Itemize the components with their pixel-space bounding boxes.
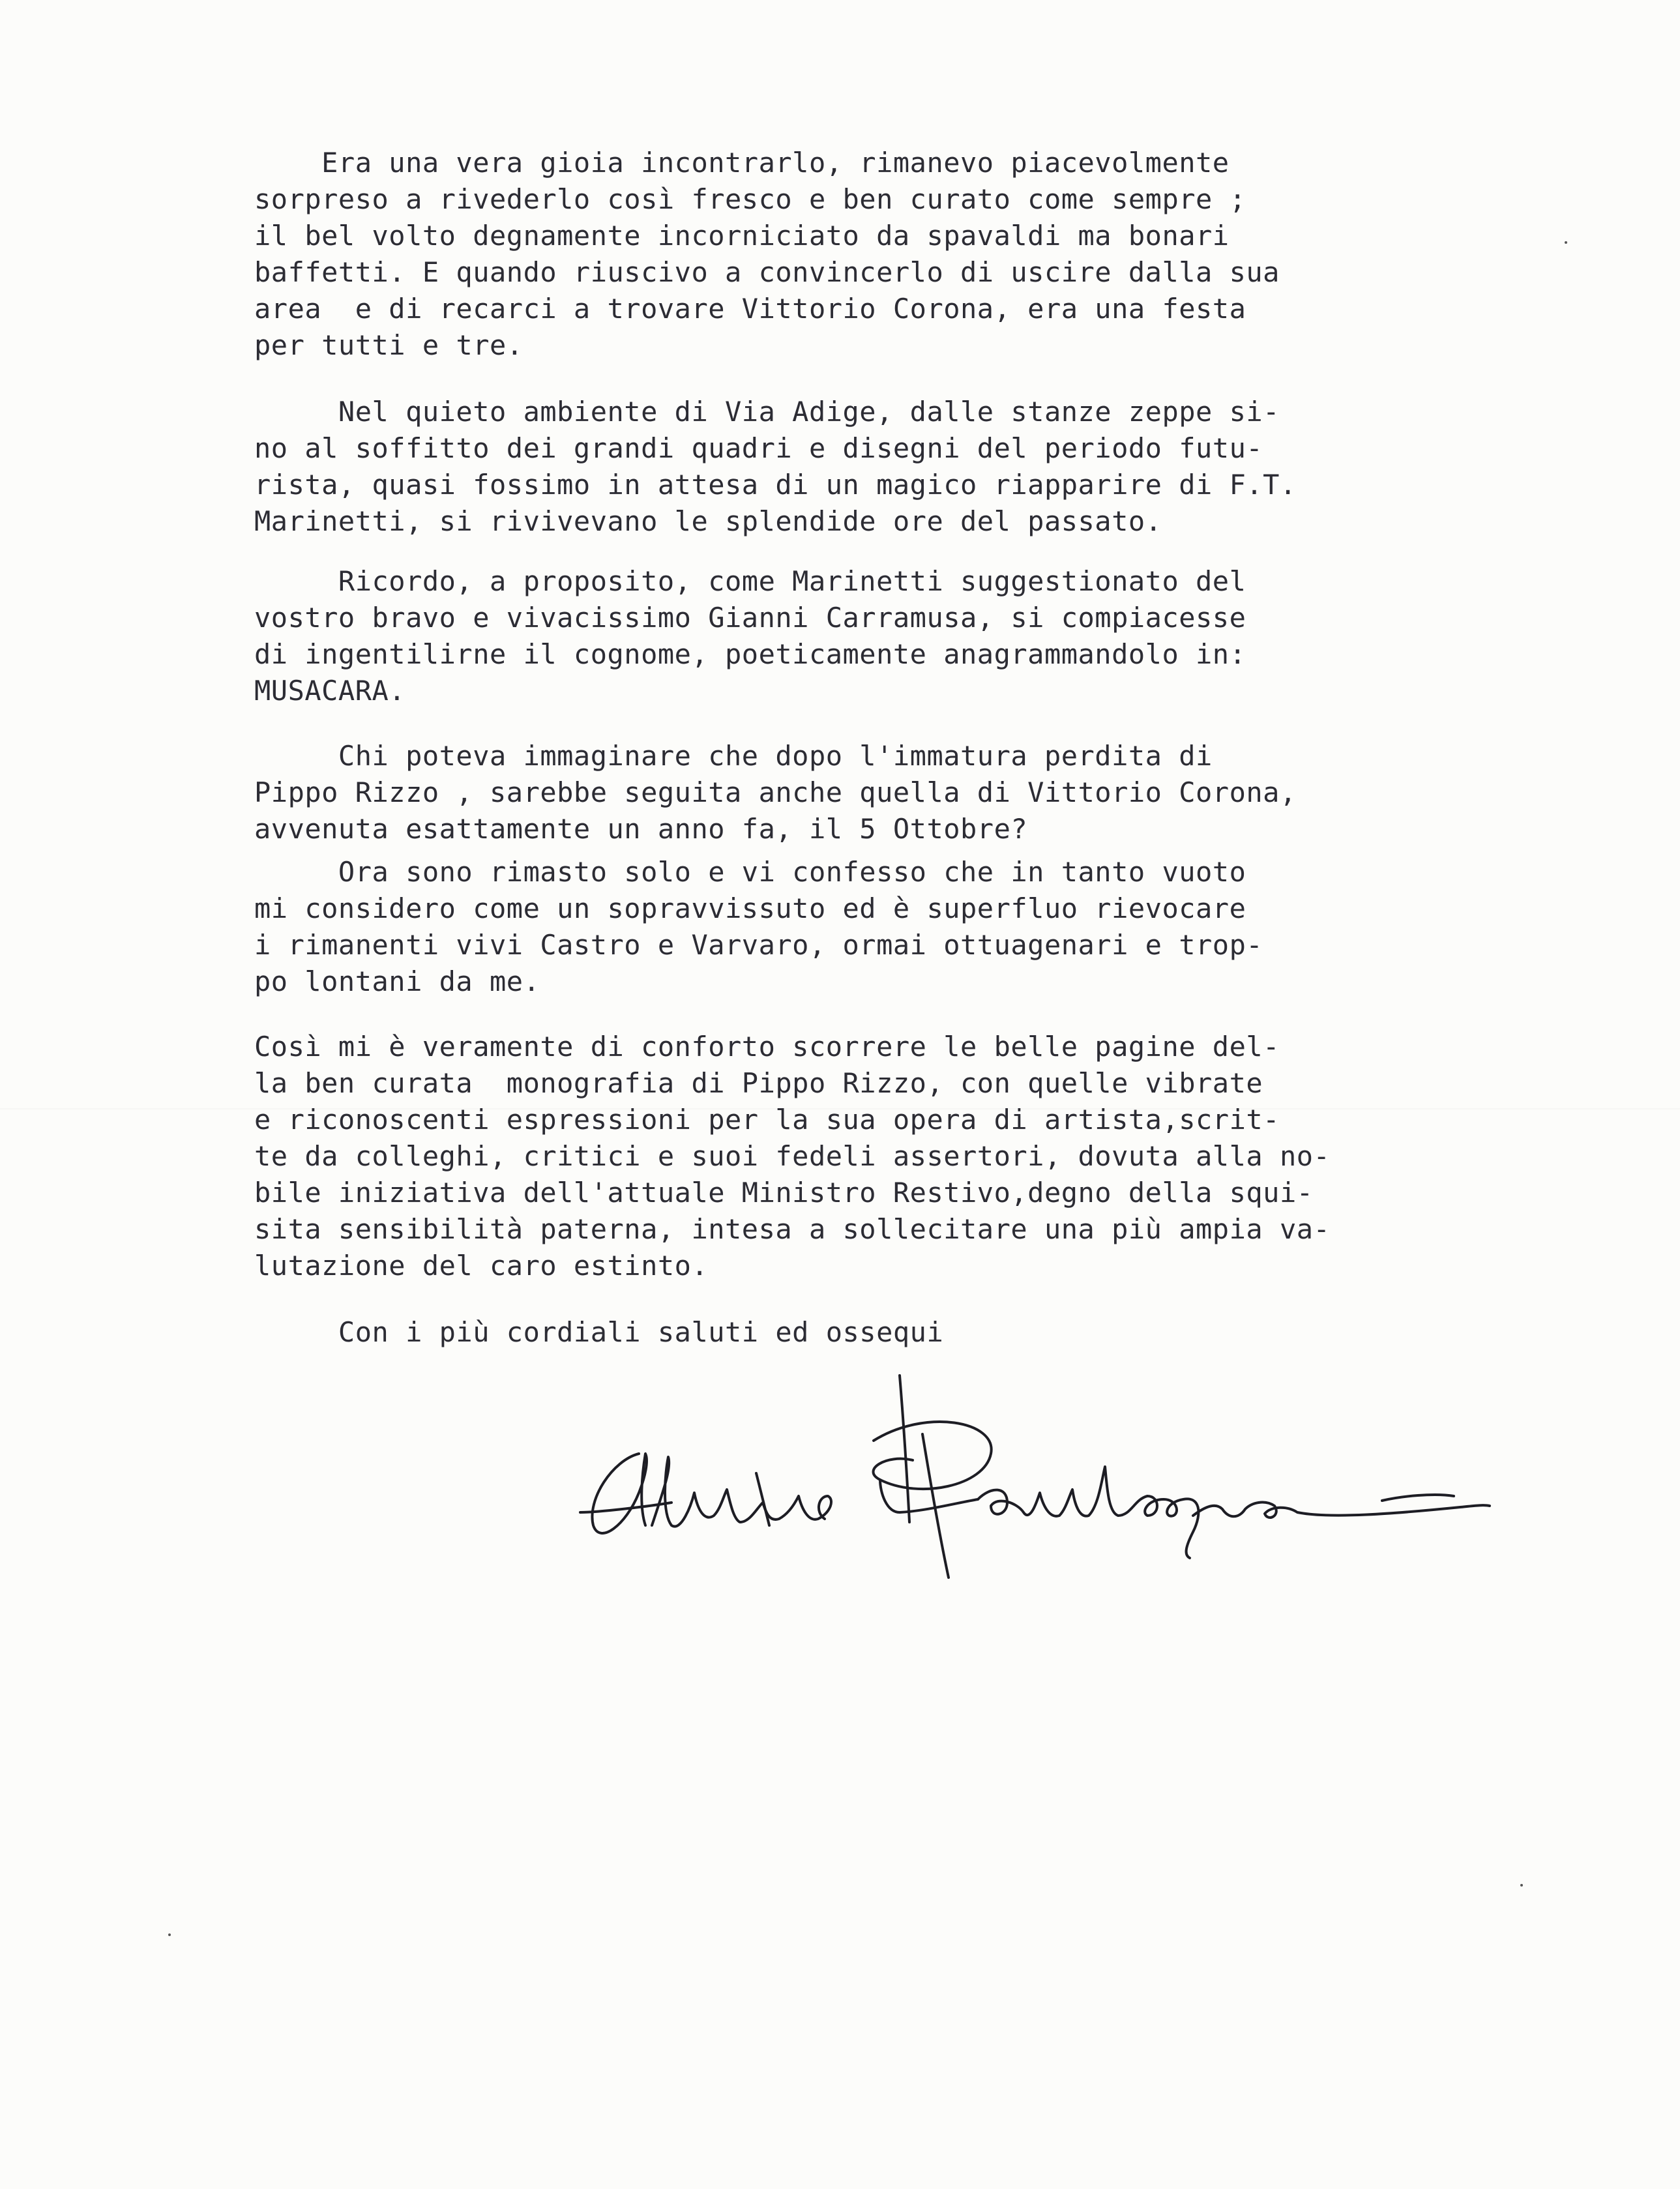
letter-line: Era una vera gioia incontrarlo, rimanevo piacevolmente — [254, 147, 1230, 179]
letter-line: di ingentilirne il cognome, poeticamente anagrammandolo in: — [254, 638, 1246, 670]
signature-stroke — [652, 1457, 831, 1527]
letter-line: sita sensibilità paterna, intesa a sollecitare una più ampia va- — [254, 1213, 1331, 1245]
signature-stroke — [592, 1454, 647, 1533]
scan-speck — [1565, 241, 1567, 244]
letter-line: Pippo Rizzo , sarebbe seguita anche quella di Vittorio Corona, — [254, 776, 1297, 808]
letter-line: per tutti e tre. — [254, 329, 523, 361]
letter-line: mi considero come un sopravvissuto ed è superfluo rievocare — [254, 892, 1246, 924]
letter-line: Marinetti, si rivivevano le splendide ore del passato. — [254, 505, 1162, 537]
closing-salutation: Con i più cordiali saluti ed ossequi — [254, 1316, 944, 1348]
letter-line: MUSACARA. — [254, 675, 406, 707]
signature-stroke — [874, 1422, 992, 1489]
letter-line: Nel quieto ambiente di Via Adige, dalle stanze zeppe si- — [254, 396, 1280, 428]
letter-line: no al soffitto dei grandi quadri e disegni del periodo futu- — [254, 432, 1263, 464]
signature-stroke — [1382, 1495, 1454, 1501]
letter-line: Chi poteva immaginare che dopo l'immatura perdita di — [254, 740, 1213, 772]
letter-line: il bel volto degnamente incorniciato da spavaldi ma bonari — [254, 220, 1230, 252]
letter-line: vostro bravo e vivacissimo Gianni Carramusa, si compiacesse — [254, 602, 1246, 634]
scan-speck — [168, 1933, 171, 1936]
letter-line: la ben curata monografia di Pippo Rizzo, con quelle vibrate — [254, 1067, 1263, 1099]
letter-line: Ora sono rimasto solo e vi confesso che in tanto vuoto — [254, 856, 1246, 888]
letter-line: e riconoscenti espressioni per la sua opera di artista,scrit- — [254, 1104, 1280, 1136]
letter-line: po lontani da me. — [254, 965, 540, 997]
letter-line: sorpreso a rivederlo così fresco e ben curato come sempre ; — [254, 183, 1246, 215]
letter-line: avvenuta esattamente un anno fa, il 5 Ottobre? — [254, 813, 1028, 845]
signature-stroke — [756, 1473, 769, 1525]
signature-stroke — [900, 1375, 909, 1522]
letter-line: bile iniziativa dell'attuale Ministro Restivo,degno della squi- — [254, 1177, 1314, 1209]
letter-line: baffetti. E quando riuscivo a convincerlo di uscire dalla sua — [254, 256, 1280, 288]
letter-line: te da colleghi, critici e suoi fedeli assertori, dovuta alla no- — [254, 1140, 1331, 1172]
letter-line: i rimanenti vivi Castro e Varvaro, ormai ottuagenari e trop- — [254, 929, 1263, 961]
scan-speck — [1520, 1884, 1523, 1887]
handwritten-signature — [574, 1362, 1499, 1584]
letter-line: area e di recarci a trovare Vittorio Corona, era una festa — [254, 293, 1246, 325]
signature-stroke — [978, 1467, 1490, 1558]
letter-line: rista, quasi fossimo in attesa di un magico riapparire di F.T. — [254, 469, 1297, 501]
letter-line: Ricordo, a proposito, come Marinetti suggestionato del — [254, 565, 1246, 597]
letter-line: lutazione del caro estinto. — [254, 1250, 709, 1282]
letter-line: Così mi è veramente di conforto scorrere le belle pagine del- — [254, 1031, 1280, 1063]
